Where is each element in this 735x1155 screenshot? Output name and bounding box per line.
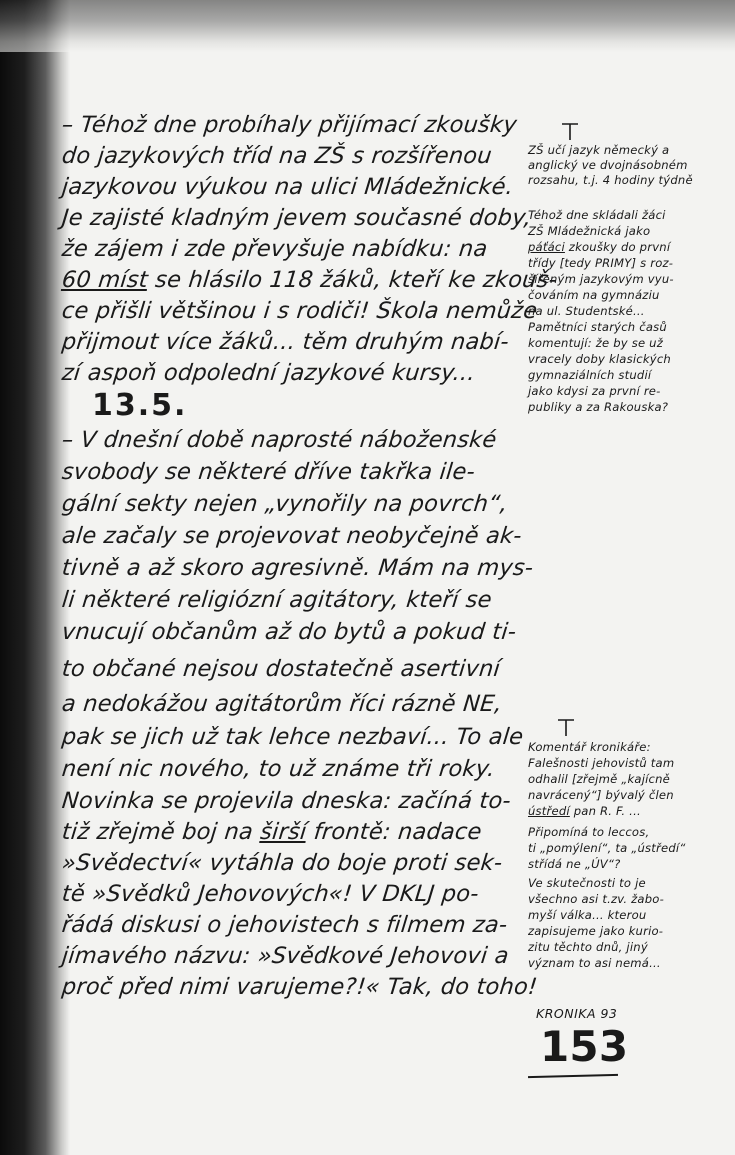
text-line: řádá diskusi o jehovistech s filmem za- bbox=[60, 912, 509, 938]
side-note-line: vracely doby klasických bbox=[528, 352, 671, 366]
text-line: ale začaly se projevovat neobyčejně ak- bbox=[60, 523, 524, 549]
side-note-line: rozsahu, t.j. 4 hodiny týdně bbox=[528, 173, 693, 187]
side-note-line: gymnaziálních studií bbox=[528, 368, 652, 382]
text-line: svobody se některé dříve takřka ile- bbox=[60, 459, 477, 485]
text-line-part: tiž zřejmě boj na bbox=[60, 819, 262, 845]
underlined-text: páťáci bbox=[528, 240, 565, 254]
text-line: není nic nového, to už známe tři roky. bbox=[60, 756, 497, 782]
side-note-line: publiky a za Rakouska? bbox=[528, 400, 669, 414]
side-note-line: navrácený“] bývalý člen bbox=[528, 788, 674, 802]
side-note-line: všechno asi t.zv. žabo- bbox=[528, 892, 664, 906]
side-note-line: Téhož dne skládali žáci bbox=[528, 208, 666, 222]
side-note-line: jako kdysi za první re- bbox=[528, 384, 661, 398]
side-note-line: ZŠ Mládežnická jako bbox=[528, 224, 651, 238]
text-line: – Téhož dne probíhaly přijímací zkoušky bbox=[60, 112, 519, 138]
side-note-line bbox=[528, 240, 728, 255]
side-note-line: odhalil [zřejmě „kajícně bbox=[528, 772, 671, 786]
side-note-line: na ul. Studentské... bbox=[528, 304, 645, 318]
side-note-line: ZŠ učí jazyk německý a bbox=[528, 143, 670, 157]
text-line: Novinka se projevila dneska: začíná to- bbox=[60, 788, 513, 814]
insertion-mark-icon bbox=[556, 716, 578, 738]
side-note-line: Komentář kronikáře: bbox=[528, 740, 651, 754]
side-note-line: anglický ve dvojnásobném bbox=[528, 158, 688, 172]
text-line: – V dnešní době naprosté náboženské bbox=[60, 427, 498, 453]
text-line: proč před nimi varujeme?!« Tak, do toho! bbox=[60, 974, 539, 1000]
text-line-part: se hlásilo 118 žáků, kteří ke zkouš- bbox=[146, 267, 559, 293]
underlined-text: širší bbox=[258, 819, 308, 845]
side-note-line: ti „pomýlení“, ta „ústředí“ bbox=[528, 841, 686, 855]
text-line: vnucují občanům až do bytů a pokud ti- bbox=[60, 619, 518, 645]
page-number-underline bbox=[528, 1074, 618, 1078]
text-line: li některé religiózní agitátory, kteří se bbox=[60, 587, 494, 613]
side-note-line: čováním na gymnáziu bbox=[528, 288, 660, 302]
insertion-mark-icon bbox=[560, 120, 582, 142]
text-line: tě »Svědků Jehovových«! V DKLJ po- bbox=[60, 881, 481, 907]
side-note-line: zitu těchto dnů, jiný bbox=[528, 940, 648, 954]
side-note-line: zapisujeme jako kurio- bbox=[528, 924, 664, 938]
side-note-line: třídy [tedy PRIMY] s roz- bbox=[528, 256, 674, 270]
text-line bbox=[60, 817, 523, 847]
side-note-line: Pamětníci starých časů bbox=[528, 320, 667, 334]
side-note-line: Připomíná to leccos, bbox=[528, 825, 650, 839]
text-line: a nedokážou agitátorům říci rázně NE, bbox=[60, 691, 504, 717]
side-note-line: komentují: že by se už bbox=[528, 336, 664, 350]
date-heading: 13.5. bbox=[92, 388, 188, 423]
text-line: tivně a až skoro agresivně. Mám na mys- bbox=[60, 555, 535, 581]
text-line bbox=[60, 234, 523, 264]
text-line bbox=[60, 265, 559, 295]
side-note-part: zkoušky do první bbox=[564, 240, 671, 254]
text-line: jazykovou výukou na ulici Mládežnické. bbox=[60, 174, 515, 200]
text-line: gální sekty nejen „vynořily na povrch“, bbox=[60, 491, 509, 517]
text-line: ce přišli většinou i s rodiči! Škola nemůže bbox=[60, 298, 539, 324]
underlined-text: 60 míst bbox=[60, 267, 150, 293]
underlined-text: ústředí bbox=[528, 804, 570, 818]
side-note-line: význam to asi nemá... bbox=[528, 956, 661, 970]
side-note-line bbox=[528, 804, 728, 819]
chronicle-label: KRONIKA 93 bbox=[536, 1006, 618, 1021]
side-note-part: pan R. F. ... bbox=[569, 804, 641, 818]
text-line: pak se jich už tak lehce nezbaví... To ale bbox=[60, 724, 525, 750]
text-line: zí aspoň odpolední jazykové kursy... bbox=[60, 360, 477, 386]
text-line-part: že zájem i zde převyšuje nabídku: na bbox=[60, 236, 489, 262]
scan-gutter-shadow bbox=[0, 0, 70, 1155]
text-line: jímavého názvu: »Svědkové Jehovovi a bbox=[60, 943, 511, 969]
side-note-line: šířeným jazykovým vyu- bbox=[528, 272, 674, 286]
side-note-line: střídá ne „ÚV“? bbox=[528, 857, 621, 871]
page-number: 153 bbox=[540, 1022, 629, 1071]
side-note-line: Falešnosti jehovistů tam bbox=[528, 756, 675, 770]
text-line: Je zajisté kladným jevem současné doby, bbox=[60, 205, 533, 231]
text-line-part: frontě: nadace bbox=[305, 819, 484, 845]
text-line: do jazykových tříd na ZŠ s rozšířenou bbox=[60, 143, 494, 169]
side-note-line: myší válka... kterou bbox=[528, 908, 647, 922]
text-line: »Svědectví« vytáhla do boje proti sek- bbox=[60, 850, 504, 876]
side-note-line: Ve skutečnosti to je bbox=[528, 876, 646, 890]
scan-top-shadow bbox=[0, 0, 735, 52]
text-line: přijmout více žáků... těm druhým nabí- bbox=[60, 329, 511, 355]
text-line: to občané nejsou dostatečně asertivní bbox=[60, 656, 502, 682]
